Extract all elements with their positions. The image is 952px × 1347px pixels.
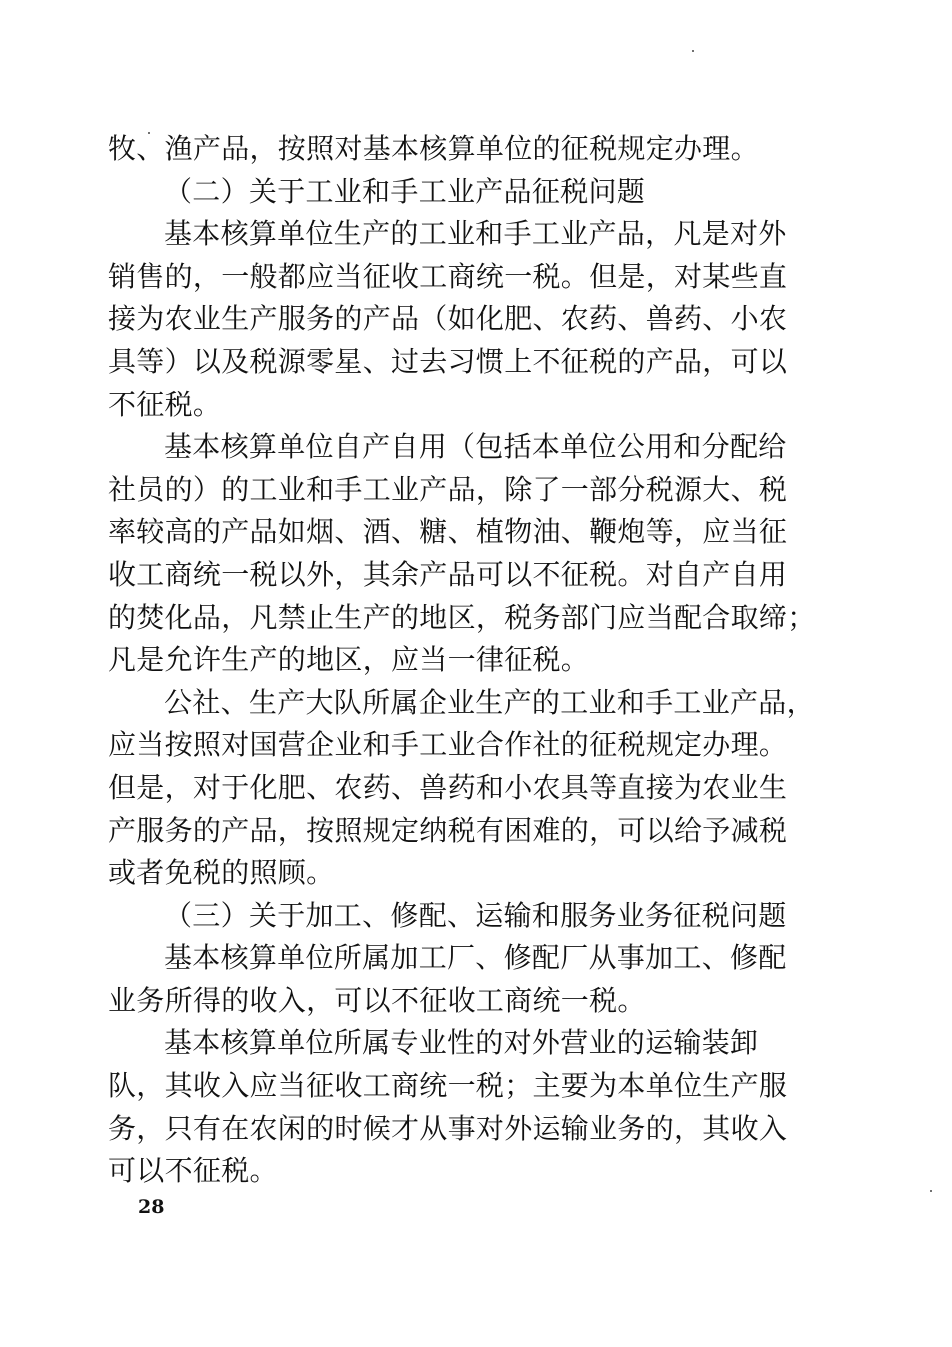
text-line: 公社、生产大队所属企业生产的工业和手工业产品， (164, 685, 815, 719)
text-line: 基本核算单位自产自用（包括本单位公用和分配给 (164, 430, 787, 464)
text-line: 基本核算单位所属加工厂、修配厂从事加工、修配 (164, 941, 787, 975)
text-line: 务，只有在农闲的时候才从事对外运输业务的，其收入 (108, 1111, 788, 1145)
text-line: 基本核算单位所属专业性的对外营业的运输装卸 (164, 1026, 759, 1060)
text-line: 牧、渔产品，按照对基本核算单位的征税规定办理。 (108, 132, 759, 165)
page-number: 28 (138, 1196, 165, 1218)
section-heading: （三）关于加工、修配、运输和服务业务征税问题 (164, 898, 787, 932)
text-line: 但是，对于化肥、农药、兽药和小农具等直接为农业生 (108, 770, 788, 804)
section-heading: （二）关于工业和手工业产品征税问题 (164, 174, 646, 208)
text-line: 社员的）的工业和手工业产品，除了一部分税源大、税 (108, 472, 788, 506)
text-line: 业务所得的收入，可以不征收工商统一税。 (108, 983, 646, 1017)
text-line: 销售的，一般都应当征收工商统一税。但是，对某些直 (108, 259, 788, 293)
text-line: 或者免税的照顾。 (108, 856, 335, 890)
text-line: 接为农业生产服务的产品（如化肥、农药、兽药、小农 (108, 302, 788, 336)
text-line: 应当按照对国营企业和手工业合作社的征税规定办理。 (108, 728, 788, 762)
text-line: 具等）以及税源零星、过去习惯上不征税的产品，可以 (108, 344, 788, 378)
text-line: 凡是允许生产的地区，应当一律征税。 (108, 643, 590, 677)
text-line: 队，其收入应当征收工商统一税；主要为本单位生产服 (108, 1069, 788, 1103)
scan-speck (692, 50, 694, 52)
text-line: 可以不征税。 (108, 1154, 278, 1188)
text-line: 率较高的产品如烟、酒、糖、植物油、鞭炮等，应当征 (108, 515, 788, 549)
text-line: 产服务的产品，按照规定纳税有困难的，可以给予减税 (108, 813, 788, 847)
body-text (108, 128, 816, 1193)
text-line: 不征税。 (108, 387, 222, 421)
text-line: 的焚化品，凡禁止生产的地区，税务部门应当配合取缔； (108, 600, 816, 634)
text-line: 基本核算单位生产的工业和手工业产品，凡是对外 (164, 217, 787, 251)
text-line: 收工商统一税以外，其余产品可以不征税。对自产自用 (108, 557, 788, 591)
scan-speck (930, 1190, 932, 1192)
